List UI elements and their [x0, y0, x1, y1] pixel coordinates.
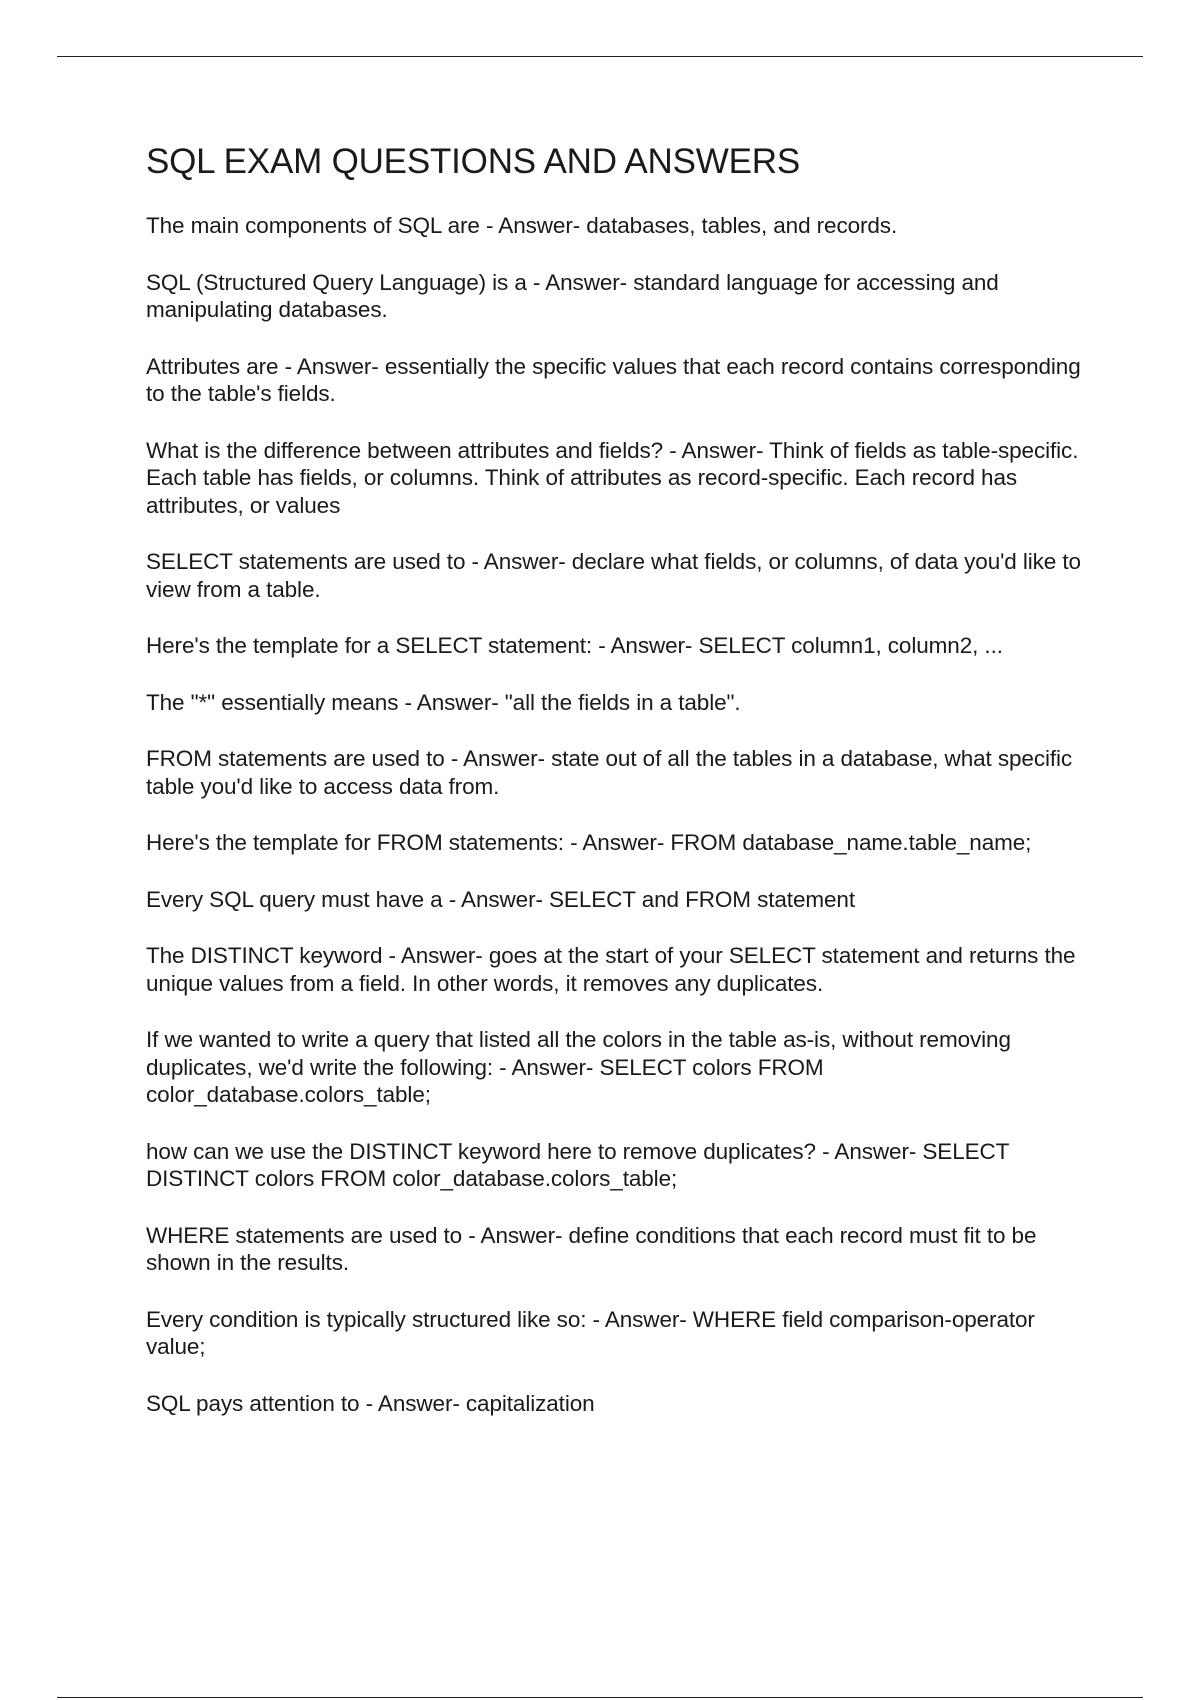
qa-item: What is the difference between attributes and fields? - Answer- Think of fields as table-specific. Each table has fields, or columns. Think of attributes as record-specific. Each record has attributes, or values	[146, 437, 1079, 518]
document-body	[146, 140, 1091, 1446]
qa-item: If we wanted to write a query that listed all the colors in the table as-is, without removing duplicates, we'd write the following: - Answer- SELECT colors FROM color_database.colors_table;	[146, 1027, 1011, 1107]
qa-item: The DISTINCT keyword - Answer- goes at the start of your SELECT statement and returns the unique values from a field. In other words, it removes any duplicates.	[146, 943, 1076, 996]
qa-item: how can we use the DISTINCT keyword here to remove duplicates? - Answer- SELECT DISTINCT colors FROM color_database.colors_table;	[146, 1138, 1009, 1191]
qa-item: FROM statements are used to - Answer- state out of all the tables in a database, what specific table you'd like to access data from.	[146, 746, 1073, 799]
qa-item: Here's the template for a SELECT statement: - Answer- SELECT column1, column2, ...	[146, 633, 1003, 658]
page-title: SQL EXAM QUESTIONS AND ANSWERS	[146, 142, 800, 181]
qa-item: SELECT statements are used to - Answer- declare what fields, or columns, of data you'd like to view from a table.	[146, 549, 1081, 602]
qa-item: Attributes are - Answer- essentially the specific values that each record contains corresponding to the table's fields.	[146, 353, 1081, 406]
qa-item: Every condition is typically structured like so: - Answer- WHERE field comparison-operator value;	[146, 1306, 1035, 1359]
top-divider	[57, 56, 1143, 57]
qa-item: Every SQL query must have a - Answer- SELECT and FROM statement	[146, 886, 855, 912]
qa-item: Here's the template for FROM statements: - Answer- FROM database_name.table_name;	[146, 830, 1032, 855]
qa-list	[146, 212, 1091, 1417]
bottom-divider	[57, 1697, 1143, 1698]
qa-item: The main components of SQL are - Answer- databases, tables, and records.	[146, 213, 898, 238]
qa-item: WHERE statements are used to - Answer- define conditions that each record must fit to be shown in the results.	[146, 1222, 1037, 1275]
qa-item: SQL (Structured Query Language) is a - Answer- standard language for accessing and manipulating databases.	[146, 269, 999, 322]
qa-item: The "*" essentially means - Answer- "all the fields in a table".	[146, 689, 741, 715]
qa-item: SQL pays attention to - Answer- capitalization	[146, 1390, 595, 1416]
